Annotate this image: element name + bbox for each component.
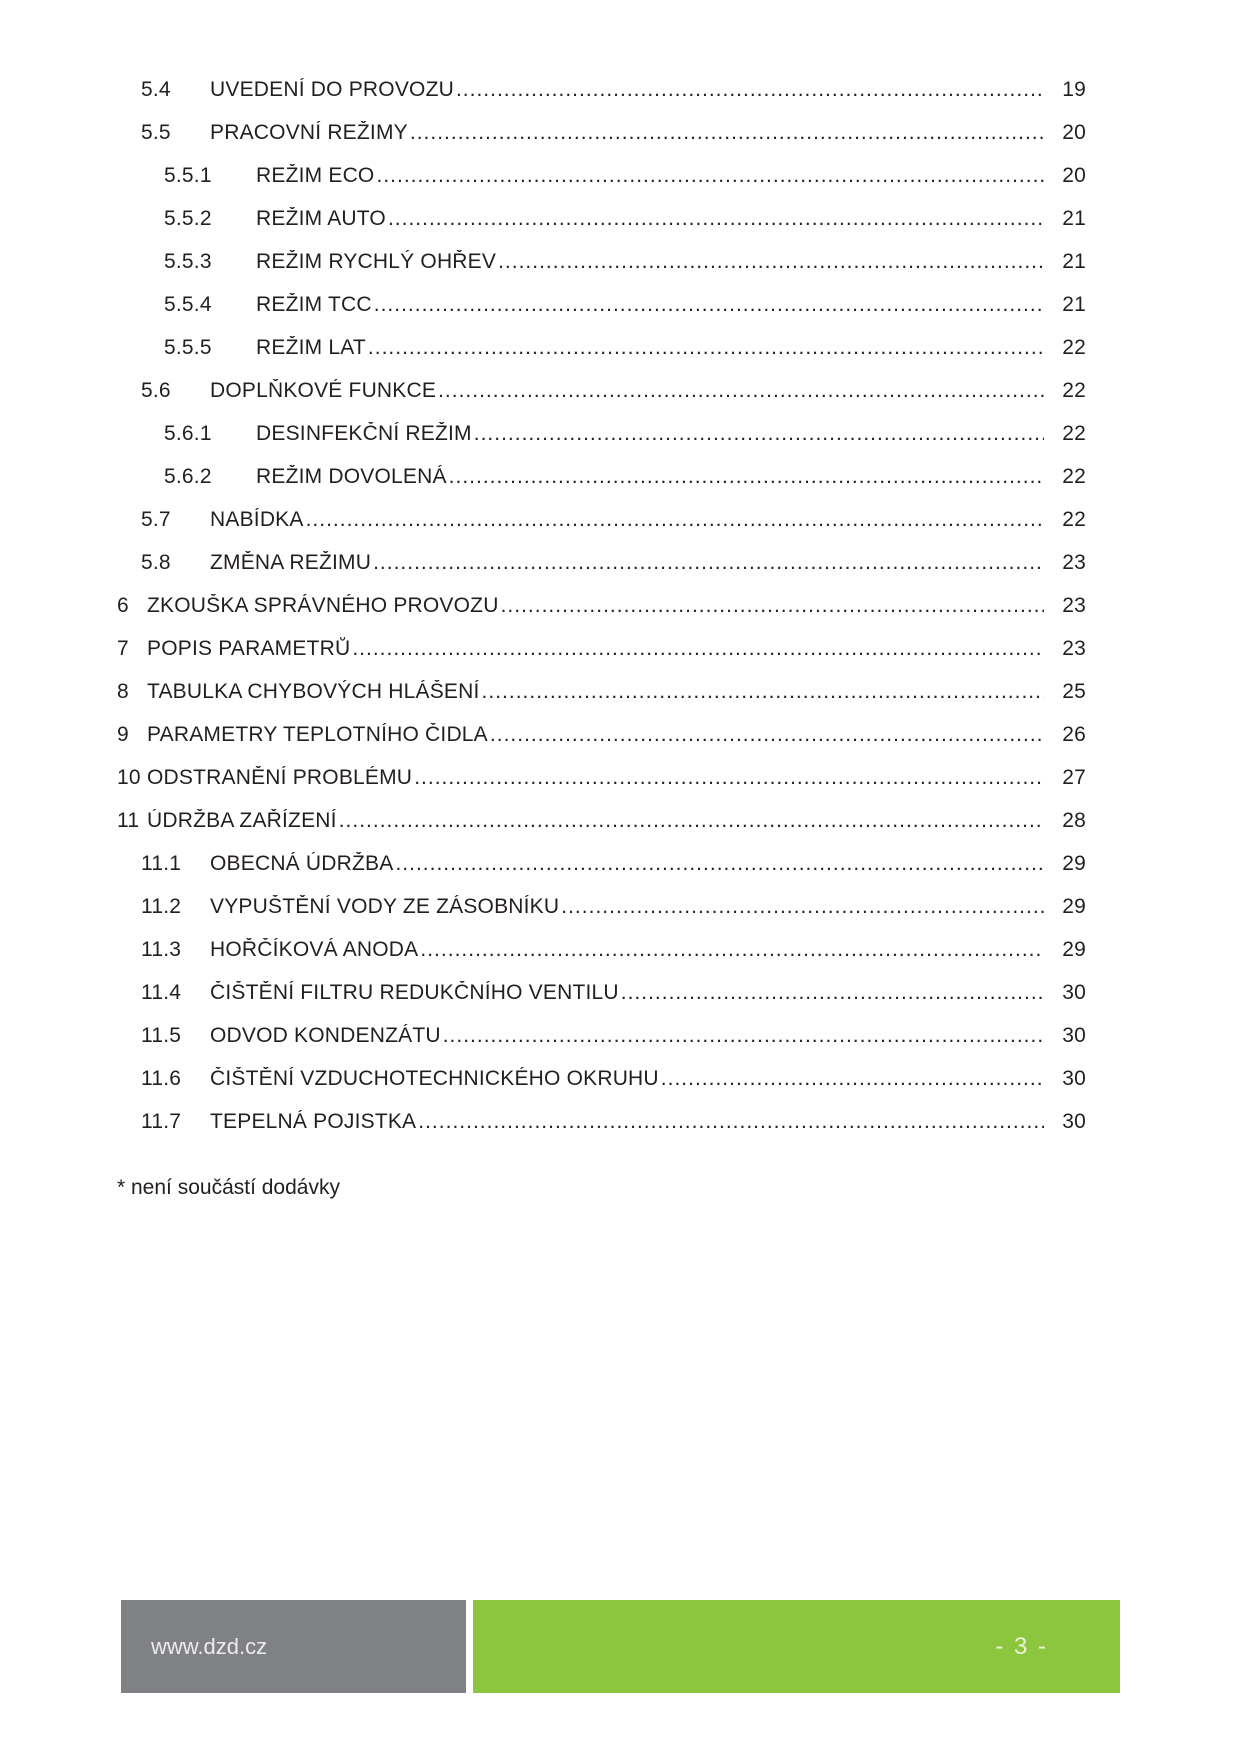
toc-dot-leader <box>368 336 1044 360</box>
toc-entry-number: 11.2 <box>141 894 182 918</box>
toc-entry-title: REŽIM AUTO <box>256 206 386 230</box>
toc-dot-leader <box>410 121 1044 145</box>
toc-entry-title: DESINFEKČNÍ REŽIM <box>256 421 472 445</box>
toc-entry-page: 29 <box>1062 851 1086 875</box>
toc-entry-title: VYPUŠTĚNÍ VODY ZE ZÁSOBNÍKU <box>210 894 560 918</box>
toc-entry-number: 5.5.3 <box>164 249 212 273</box>
toc-entry-title: ČIŠTĚNÍ VZDUCHOTECHNICKÉHO OKRUHU <box>210 1066 659 1090</box>
toc-entry-number: 11.3 <box>141 937 182 961</box>
toc-dot-leader <box>420 938 1044 962</box>
toc-entry[interactable] <box>0 326 1240 369</box>
toc-entry[interactable] <box>0 713 1240 756</box>
toc-entry-title-group <box>210 1067 1046 1091</box>
toc-entry[interactable] <box>0 799 1240 842</box>
toc-entry-page: 30 <box>1062 1023 1086 1047</box>
toc-entry-title-group <box>210 551 1046 575</box>
footer-website-block <box>121 1600 466 1693</box>
toc-entry-number: 11.6 <box>141 1066 182 1090</box>
toc-entry-number: 5.4 <box>141 77 171 101</box>
toc-entry-title: PARAMETRY TEPLOTNÍHO ČIDLA <box>147 722 488 746</box>
toc-entry-title: REŽIM RYCHLÝ OHŘEV <box>256 249 497 273</box>
toc-entry[interactable] <box>0 154 1240 197</box>
toc-entry-title-group <box>147 766 1046 790</box>
toc-dot-leader <box>414 766 1044 790</box>
toc-entry-title-group <box>256 293 1046 317</box>
toc-entry-page: 22 <box>1062 378 1086 402</box>
toc-entry-number: 6 <box>117 593 129 617</box>
toc-entry-title: ZMĚNA REŽIMU <box>210 550 372 574</box>
toc-entry-title: ZKOUŠKA SPRÁVNÉHO PROVOZU <box>147 593 499 617</box>
toc-entry-title: UVEDENÍ DO PROVOZU <box>210 77 454 101</box>
toc-dot-leader <box>376 164 1044 188</box>
toc-entry-title: NABÍDKA <box>210 507 304 531</box>
toc-entry-title: REŽIM LAT <box>256 335 366 359</box>
toc-dot-leader <box>501 594 1044 618</box>
toc-dot-leader <box>490 723 1044 747</box>
toc-entry-title: TEPELNÁ POJISTKA <box>210 1109 417 1133</box>
toc-entry-number: 5.8 <box>141 550 171 574</box>
toc-entry-number: 11.4 <box>141 980 182 1004</box>
toc-entry[interactable] <box>0 971 1240 1014</box>
toc-entry-number: 5.5.2 <box>164 206 212 230</box>
toc-entry[interactable] <box>0 627 1240 670</box>
toc-entry-title: TABULKA CHYBOVÝCH HLÁŠENÍ <box>147 679 480 703</box>
toc-entry[interactable] <box>0 412 1240 455</box>
toc-dot-leader <box>498 250 1044 274</box>
toc-entry-page: 21 <box>1062 206 1086 230</box>
toc-dot-leader <box>443 1024 1044 1048</box>
toc-entry[interactable] <box>0 1057 1240 1100</box>
toc-entry-title-group <box>147 723 1046 747</box>
toc-entry[interactable] <box>0 584 1240 627</box>
toc-entry-page: 19 <box>1062 77 1086 101</box>
toc-entry[interactable] <box>0 756 1240 799</box>
toc-entry-number: 9 <box>117 722 129 746</box>
toc-dot-leader <box>482 680 1044 704</box>
toc-entry-title-group <box>256 164 1046 188</box>
toc-entry-title: REŽIM DOVOLENÁ <box>256 464 447 488</box>
toc-entry-page: 21 <box>1062 249 1086 273</box>
toc-entry-number: 5.5.4 <box>164 292 212 316</box>
toc-entry-number: 5.6 <box>141 378 171 402</box>
toc-dot-leader <box>456 78 1044 102</box>
toc-dot-leader <box>621 981 1044 1005</box>
toc-dot-leader <box>395 852 1044 876</box>
toc-dot-leader <box>306 508 1044 532</box>
toc-entry[interactable] <box>0 369 1240 412</box>
toc-entry-page: 30 <box>1062 1109 1086 1133</box>
toc-entry-title-group <box>147 809 1046 833</box>
toc-entry-number: 10 <box>117 765 141 789</box>
table-of-contents <box>0 68 1240 1143</box>
toc-entry-title-group <box>210 981 1046 1005</box>
toc-dot-leader <box>373 551 1044 575</box>
toc-entry-title: ODSTRANĚNÍ PROBLÉMU <box>147 765 413 789</box>
toc-entry-page: 20 <box>1062 120 1086 144</box>
toc-entry-page: 30 <box>1062 980 1086 1004</box>
toc-entry-title-group <box>210 852 1046 876</box>
toc-entry-page: 23 <box>1062 636 1086 660</box>
toc-entry-title: ODVOD KONDENZÁTU <box>210 1023 441 1047</box>
toc-entry-number: 8 <box>117 679 129 703</box>
toc-entry-title: REŽIM TCC <box>256 292 372 316</box>
toc-entry-title: HOŘČÍKOVÁ ANODA <box>210 937 419 961</box>
toc-entry-title-group <box>210 1024 1046 1048</box>
toc-entry-number: 11 <box>117 808 140 832</box>
footer-page-block <box>473 1600 1120 1693</box>
toc-entry[interactable] <box>0 885 1240 928</box>
toc-dot-leader <box>418 1110 1044 1134</box>
toc-entry-title-group <box>256 336 1046 360</box>
toc-entry-page: 30 <box>1062 1066 1086 1090</box>
toc-entry[interactable] <box>0 455 1240 498</box>
toc-entry[interactable] <box>0 1014 1240 1057</box>
toc-dot-leader <box>661 1067 1044 1091</box>
toc-entry-title-group <box>256 207 1046 231</box>
toc-entry[interactable] <box>0 197 1240 240</box>
toc-dot-leader <box>474 422 1044 446</box>
toc-entry-page: 22 <box>1062 507 1086 531</box>
toc-entry-page: 23 <box>1062 550 1086 574</box>
toc-entry-number: 5.6.1 <box>164 421 212 445</box>
toc-entry-page: 28 <box>1062 808 1086 832</box>
toc-dot-leader <box>449 465 1044 489</box>
toc-entry-page: 22 <box>1062 464 1086 488</box>
toc-entry-number: 5.5.1 <box>164 163 212 187</box>
toc-dot-leader <box>388 207 1044 231</box>
toc-entry-page: 23 <box>1062 593 1086 617</box>
toc-entry-title: ÚDRŽBA ZAŘÍZENÍ <box>147 808 337 832</box>
toc-entry-title-group <box>256 250 1046 274</box>
toc-entry[interactable] <box>0 111 1240 154</box>
toc-entry-page: 21 <box>1062 292 1086 316</box>
footnote: * není součástí dodávky <box>117 1176 340 1199</box>
toc-entry-title-group <box>147 637 1046 661</box>
toc-entry-number: 7 <box>117 636 129 660</box>
toc-entry-page: 29 <box>1062 937 1086 961</box>
toc-dot-leader <box>352 637 1044 661</box>
toc-dot-leader <box>438 379 1044 403</box>
toc-entry-page: 20 <box>1062 163 1086 187</box>
toc-entry-title: OBECNÁ ÚDRŽBA <box>210 851 394 875</box>
toc-entry-title-group <box>210 121 1046 145</box>
toc-entry-title: POPIS PARAMETRŮ <box>147 636 351 660</box>
footer-page-number: - 3 - <box>995 1632 1048 1660</box>
toc-dot-leader <box>561 895 1044 919</box>
toc-entry[interactable] <box>0 498 1240 541</box>
toc-entry[interactable] <box>0 68 1240 111</box>
toc-entry-title-group <box>210 508 1046 532</box>
toc-entry-title-group <box>147 680 1046 704</box>
toc-entry-title: REŽIM ECO <box>256 163 375 187</box>
toc-entry-title: DOPLŇKOVÉ FUNKCE <box>210 378 437 402</box>
toc-dot-leader <box>339 809 1044 833</box>
toc-entry-title-group <box>210 1110 1046 1134</box>
toc-entry-title-group <box>256 422 1046 446</box>
toc-entry-title: PRACOVNÍ REŽIMY <box>210 120 408 144</box>
toc-entry-number: 11.7 <box>141 1109 182 1133</box>
toc-entry-title: ČIŠTĚNÍ FILTRU REDUKČNÍHO VENTILU <box>210 980 619 1004</box>
toc-entry-number: 11.1 <box>141 851 182 875</box>
toc-entry[interactable] <box>0 842 1240 885</box>
toc-entry-number: 5.7 <box>141 507 171 531</box>
toc-entry[interactable] <box>0 1100 1240 1143</box>
toc-entry[interactable] <box>0 928 1240 971</box>
toc-entry-number: 11.5 <box>141 1023 182 1047</box>
toc-entry-page: 27 <box>1062 765 1086 789</box>
toc-entry-number: 5.6.2 <box>164 464 212 488</box>
toc-entry-title-group <box>210 78 1046 102</box>
toc-entry-title-group <box>210 938 1046 962</box>
toc-entry-page: 29 <box>1062 894 1086 918</box>
toc-entry[interactable] <box>0 240 1240 283</box>
toc-entry[interactable] <box>0 670 1240 713</box>
toc-entry-title-group <box>256 465 1046 489</box>
toc-entry-number: 5.5 <box>141 120 171 144</box>
toc-entry[interactable] <box>0 541 1240 584</box>
toc-entry-page: 25 <box>1062 679 1086 703</box>
footer-website[interactable]: www.dzd.cz <box>151 1633 268 1659</box>
toc-dot-leader <box>374 293 1044 317</box>
toc-entry-number: 5.5.5 <box>164 335 212 359</box>
toc-entry[interactable] <box>0 283 1240 326</box>
toc-entry-page: 22 <box>1062 335 1086 359</box>
toc-entry-page: 26 <box>1062 722 1086 746</box>
toc-entry-title-group <box>210 895 1046 919</box>
toc-entry-title-group <box>210 379 1046 403</box>
toc-entry-page: 22 <box>1062 421 1086 445</box>
toc-entry-title-group <box>147 594 1046 618</box>
